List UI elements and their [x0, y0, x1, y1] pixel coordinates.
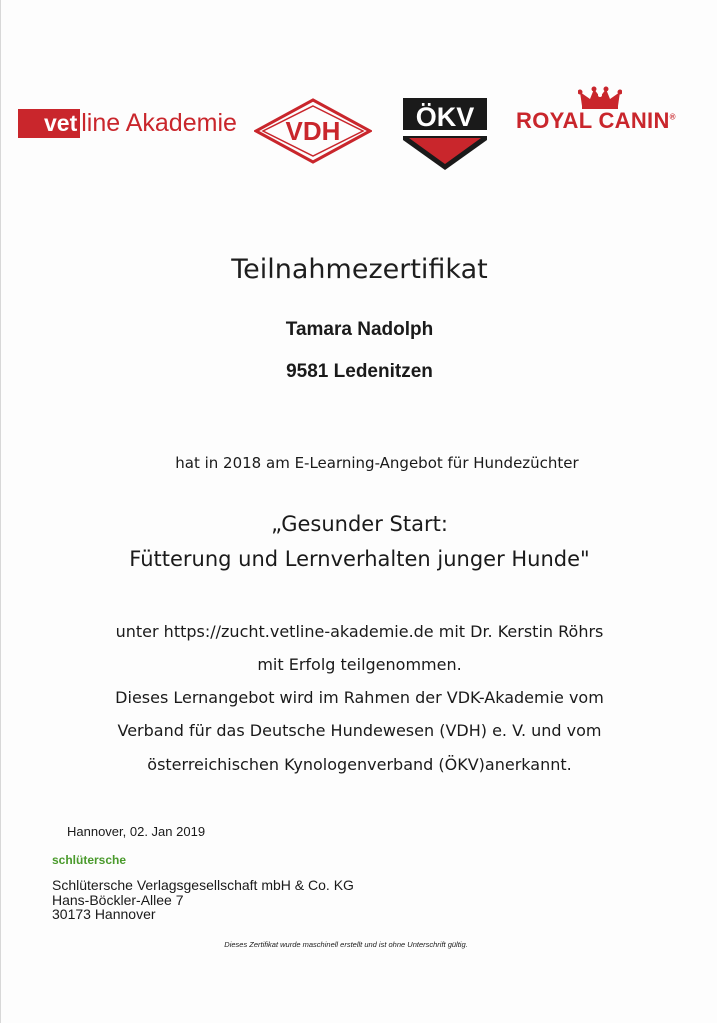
body-line: österreichischen Kynologenverband (ÖKV)anerkannt. — [147, 755, 572, 774]
body-line: Dieses Lernangebot wird im Rahmen der VDK-Akademie vom — [115, 688, 604, 707]
vetline-akademie-logo — [18, 109, 237, 138]
body-line: unter https://zucht.vetline-akademie.de mit Dr. Kerstin Röhrs — [115, 622, 604, 641]
participant-location: 9581 Ledenitzen — [286, 361, 433, 382]
participant-name: Tamara Nadolph — [285, 319, 434, 340]
address-line: Hans-Böckler-Allee 7 — [52, 892, 184, 908]
address-line: 30173 Hannover — [52, 906, 156, 922]
address-line: Schlütersche Verlagsgesellschaft mbH & Co. KG — [52, 877, 354, 893]
course-title-line-2: Fütterung und Lernverhalten junger Hunde" — [129, 547, 590, 571]
okv-logo — [399, 96, 491, 172]
vetline-logo-text: line Akademie — [81, 109, 237, 137]
issue-date: Hannover, 02. Jan 2019 — [67, 824, 206, 839]
signature-note: Dieses Zertifikat wurde maschinell erstellt und ist ohne Unterschrift gültig. — [224, 940, 468, 949]
vdh-logo-text: VDH — [285, 116, 341, 146]
intro-text: hat in 2018 am E-Learning-Angebot für Hundezüchter — [175, 454, 579, 472]
royal-canin-text: ROYAL CANIN® — [516, 108, 676, 133]
schluetersche-brand: schlütersche — [52, 853, 127, 867]
certificate-title: Teilnahmezertifikat — [231, 254, 488, 285]
royal-canin-logo — [516, 84, 686, 136]
body-line: mit Erfolg teilgenommen. — [257, 655, 462, 674]
vetline-logo-vet: vet — [18, 109, 80, 138]
course-title-line-1: „Gesunder Start: — [271, 512, 448, 536]
crown-icon — [578, 86, 622, 110]
body-line: Verband für das Deutsche Hundewesen (VDH) e. V. und vom — [117, 721, 602, 740]
vdh-logo — [254, 98, 372, 164]
okv-logo-text: ÖKV — [415, 102, 475, 132]
